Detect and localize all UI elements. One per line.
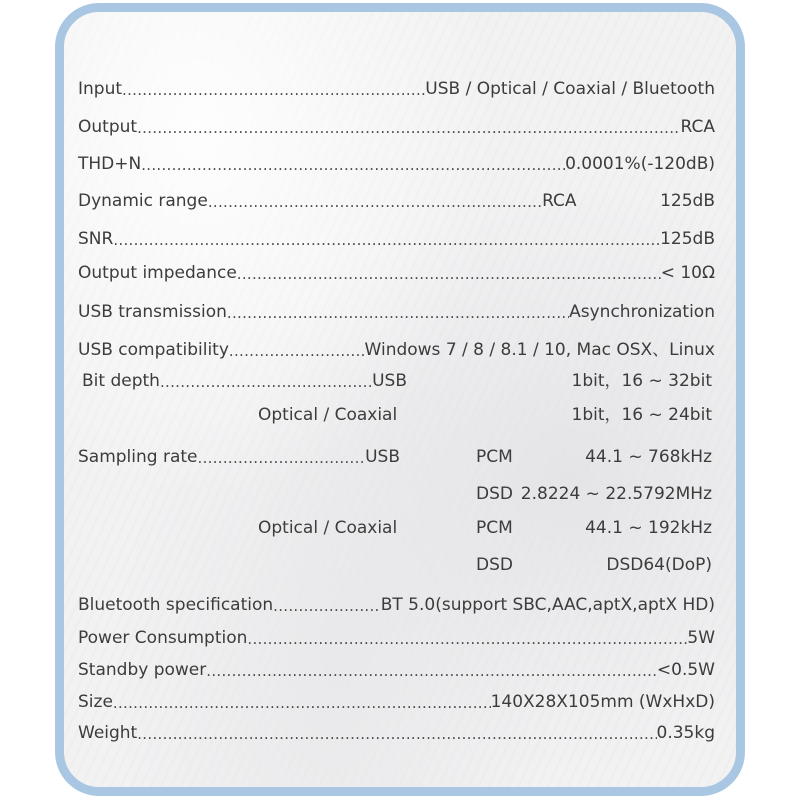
spec-label: Dynamic range xyxy=(78,191,208,211)
spec-value: 5W xyxy=(687,628,715,648)
leader-dots xyxy=(247,629,687,649)
spec-label: Input xyxy=(78,79,123,99)
leader-dots xyxy=(113,693,491,713)
spec-label: Standby power xyxy=(78,660,207,680)
leader-dots xyxy=(137,118,680,138)
leader-dots xyxy=(141,155,565,175)
spec-value: Asynchronization xyxy=(569,302,715,322)
spec-row-size xyxy=(78,685,715,713)
spec-source: Optical / Coaxial xyxy=(258,518,398,538)
spec-label: Size xyxy=(78,692,113,712)
leader-dots xyxy=(237,264,661,284)
spec-row-output-impedance xyxy=(78,256,715,284)
spec-row-standby xyxy=(78,653,715,681)
leader-dots xyxy=(160,372,372,392)
spec-label: Bit depth xyxy=(82,371,160,391)
spec-value: 0.0001%(-120dB) xyxy=(565,154,715,174)
spec-row-bluetooth xyxy=(78,588,715,616)
spec-value: < 10Ω xyxy=(660,263,715,283)
format-label: PCM xyxy=(476,447,513,467)
spec-source: Optical / Coaxial xyxy=(258,405,398,425)
leader-dots xyxy=(122,80,425,100)
spec-value: 140X28X105mm (WxHxD) xyxy=(490,692,715,712)
spec-row-dynamic-range xyxy=(78,184,715,212)
leader-dots xyxy=(208,192,542,212)
spec-value: 1bit，16 ~ 24bit xyxy=(571,405,712,425)
spec-row-input xyxy=(78,72,715,100)
leader-dots xyxy=(206,661,657,681)
spec-label: SNR xyxy=(78,229,114,249)
spec-value: <0.5W xyxy=(656,660,715,680)
spec-source: USB xyxy=(372,371,407,391)
spec-value: RCA xyxy=(680,117,715,137)
spec-value: 125dB xyxy=(660,229,715,249)
spec-label: Power Consumption xyxy=(78,628,248,648)
spec-value: 1bit，16 ~ 32bit xyxy=(571,371,712,391)
spec-label: Bluetooth specification xyxy=(78,595,274,615)
spec-row-weight xyxy=(78,716,715,744)
spec-port: RCA xyxy=(542,191,577,211)
spec-label: USB compatibility xyxy=(78,340,229,360)
spec-label: USB transmission xyxy=(78,302,227,322)
spec-row-usb-compatibility xyxy=(78,333,715,361)
spec-value: USB / Optical / Coaxial / Bluetooth xyxy=(425,79,715,99)
leader-dots xyxy=(229,341,365,361)
spec-label: Output xyxy=(78,117,138,137)
spec-row-snr xyxy=(78,222,715,250)
spec-value: 0.35kg xyxy=(656,723,715,743)
leader-dots xyxy=(273,596,381,616)
spec-row-sampling-rate xyxy=(78,446,400,468)
spec-value: 44.1 ~ 768kHz xyxy=(585,447,712,467)
spec-value: 2.8224 ~ 22.5792MHz xyxy=(520,484,712,504)
spec-source: USB xyxy=(365,447,400,467)
spec-row-thd xyxy=(78,147,715,175)
spec-value: Windows 7 / 8 / 8.1 / 10, Mac OSX、Linux xyxy=(364,340,715,360)
spec-value: DSD64(DoP) xyxy=(606,555,712,575)
spec-row-output xyxy=(78,110,715,138)
leader-dots xyxy=(227,303,569,323)
spec-label: Weight xyxy=(78,723,138,743)
spec-value: 125dB xyxy=(660,191,715,211)
spec-label: Output impedance xyxy=(78,263,237,283)
format-label: PCM xyxy=(476,518,513,538)
spec-label: THD+N xyxy=(78,154,142,174)
format-label: DSD xyxy=(476,555,513,575)
leader-dots xyxy=(137,724,656,744)
spec-row-power xyxy=(78,621,715,649)
leader-dots xyxy=(198,448,366,468)
spec-label: Sampling rate xyxy=(78,447,198,467)
spec-value: 44.1 ~ 192kHz xyxy=(585,518,712,538)
spec-row-bit-depth xyxy=(82,370,407,392)
format-label: DSD xyxy=(476,484,513,504)
spec-row-usb-transmission xyxy=(78,295,715,323)
leader-dots xyxy=(113,230,660,250)
spec-value: BT 5.0(support SBC,AAC,aptX,aptX HD) xyxy=(380,595,715,615)
